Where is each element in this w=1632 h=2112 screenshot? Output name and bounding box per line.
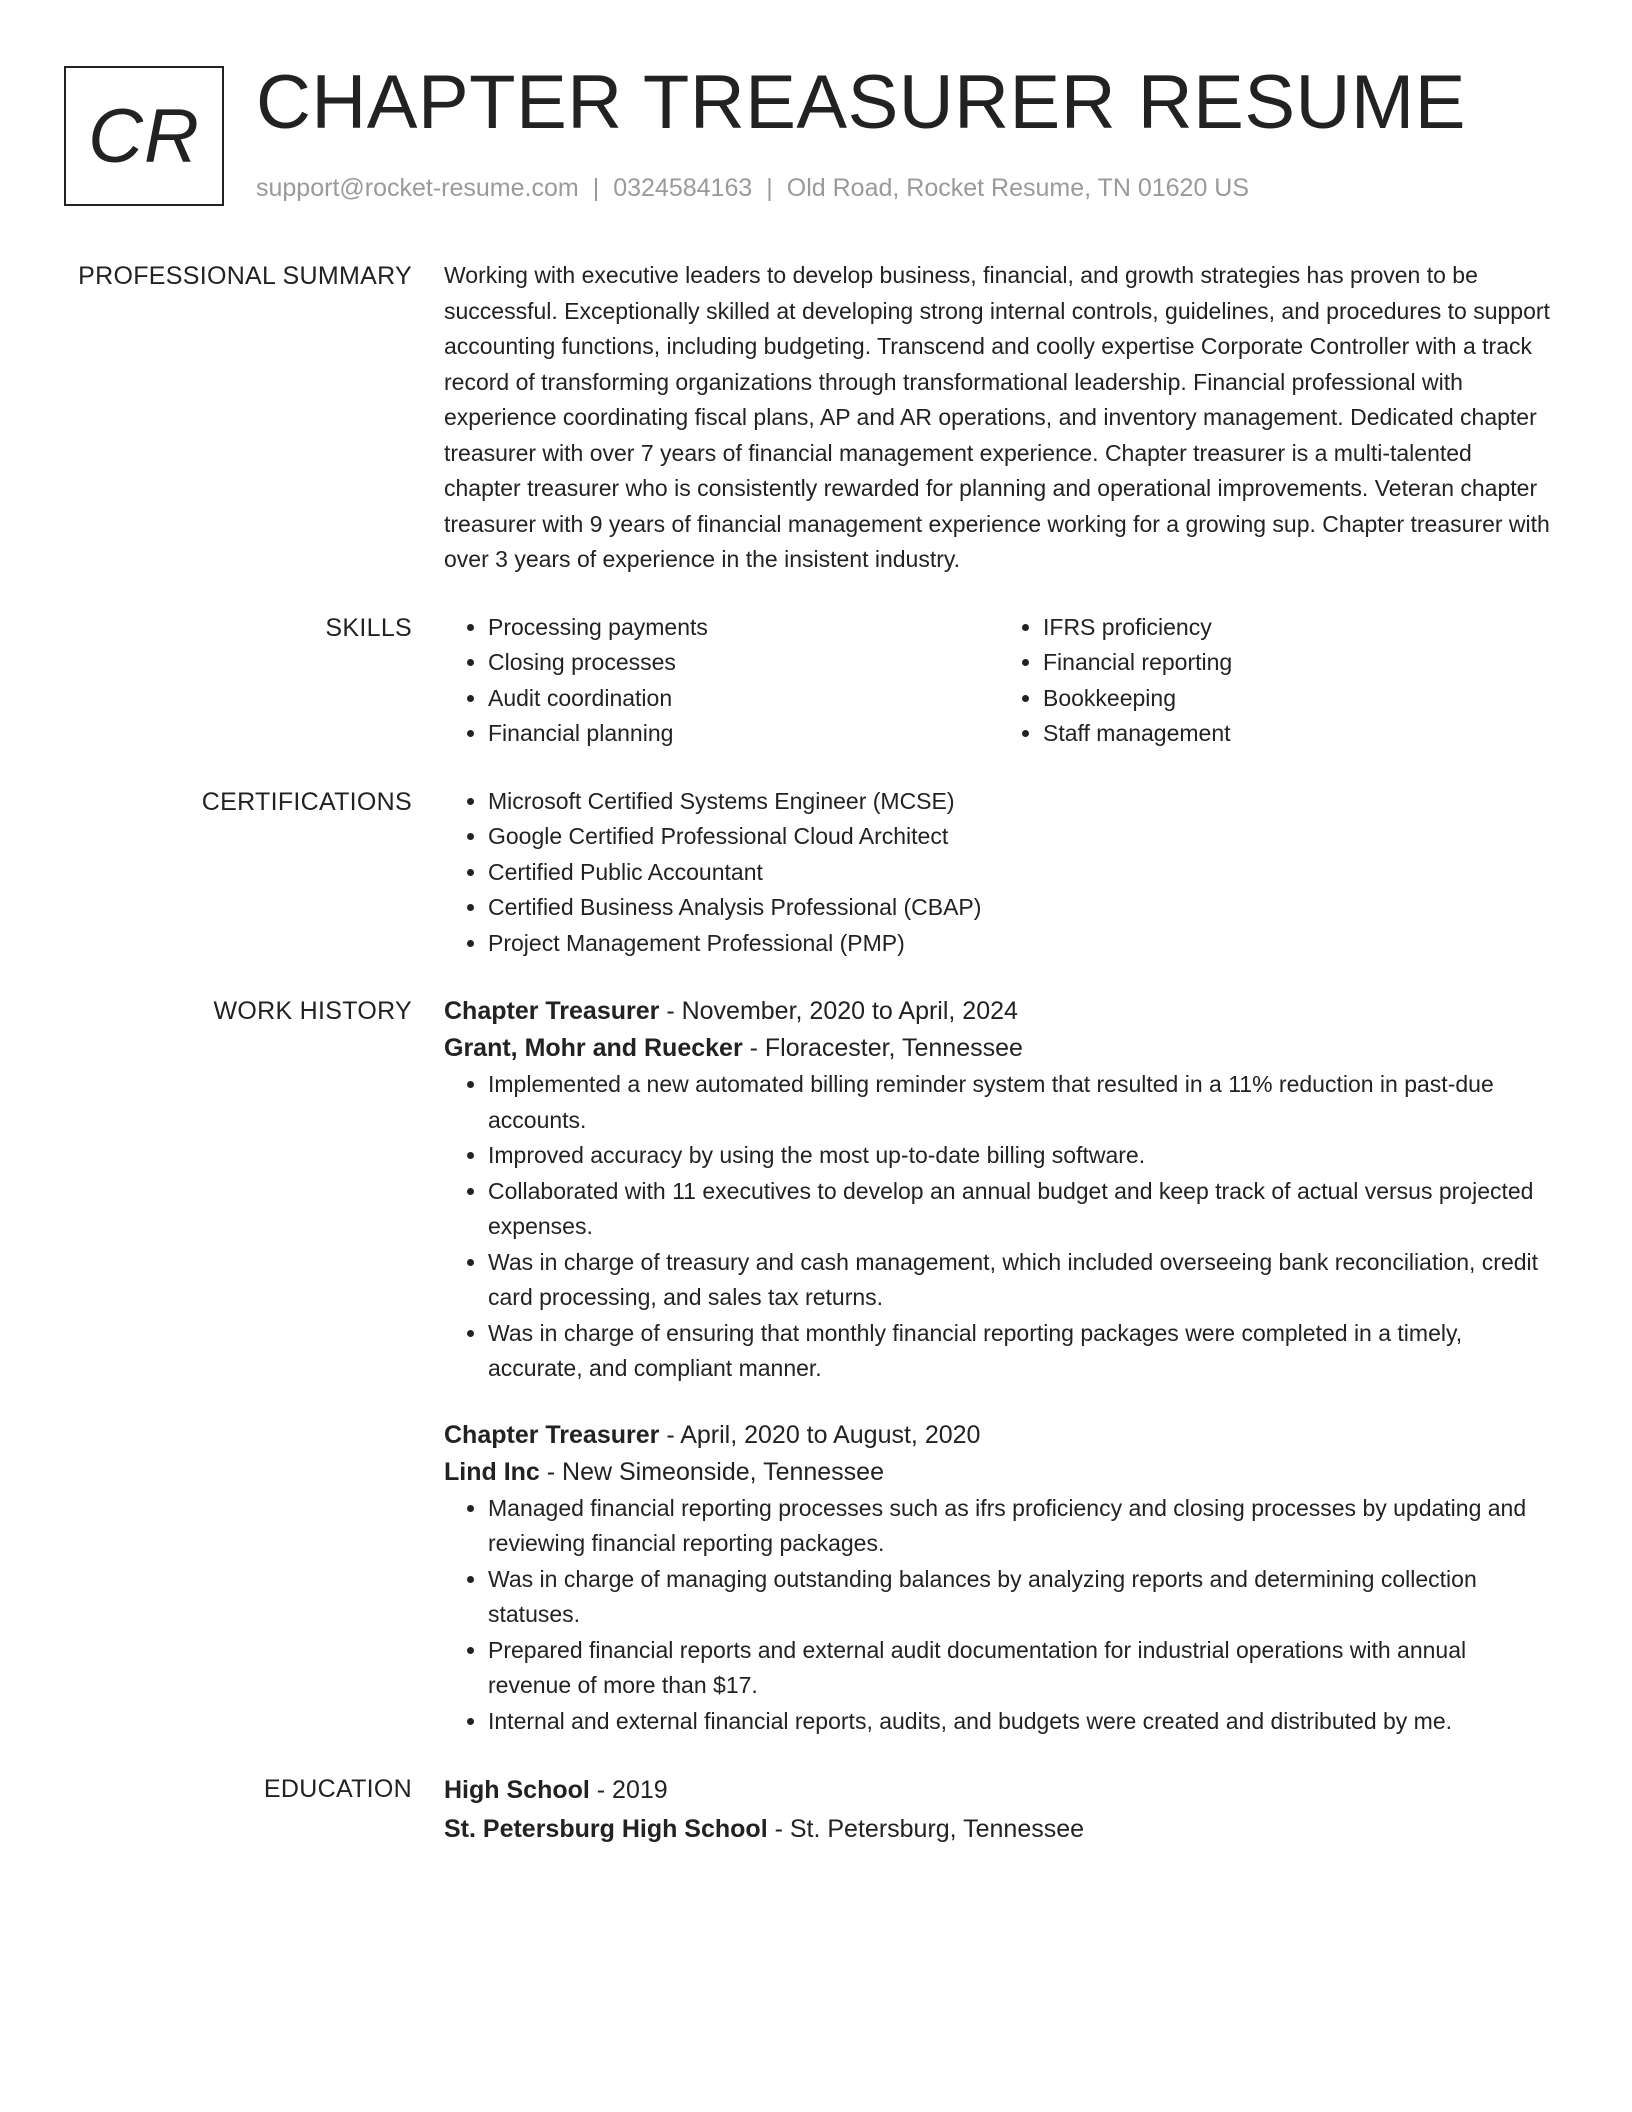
monogram-box xyxy=(64,66,224,206)
contact-separator: | xyxy=(766,174,773,202)
job-location: - New Simeonside, Tennessee xyxy=(539,1457,884,1486)
job-company: Grant, Mohr and Ruecker xyxy=(444,1034,743,1062)
certifications-body xyxy=(444,784,1554,962)
job-company: Lind Inc xyxy=(444,1457,540,1486)
skill-item: • IFRS proficiency xyxy=(1043,610,1554,646)
job-duty: • Implemented a new automated billing reminder system that resulted in a 11% reduction in past-due accounts. xyxy=(488,1067,1554,1138)
job-duty: • Was in charge of ensuring that monthly financial reporting packages were completed in a timely, accurate, and compliant manner. xyxy=(488,1316,1554,1387)
contact-address: Old Road, Rocket Resume, TN 01620 US xyxy=(786,174,1250,202)
skill-item: • Closing processes xyxy=(488,645,999,681)
certifications-section xyxy=(0,784,1632,962)
skills-section xyxy=(0,610,1632,752)
certification-item: • Certified Public Accountant xyxy=(488,855,1554,891)
job-duty: • Managed financial reporting processes such as ifrs proficiency and closing processes by updating and reviewing financial reporting packages. xyxy=(488,1491,1554,1562)
summary-section xyxy=(0,258,1632,578)
job-duty: • Prepared financial reports and external audit documentation for industrial operations with annual revenue of more than $17. xyxy=(488,1633,1554,1704)
work-section xyxy=(0,993,1632,1739)
job-title: Chapter Treasurer xyxy=(444,997,660,1025)
education-school-line xyxy=(444,1810,1554,1849)
resume-title: CHAPTER TREASURER RESUME xyxy=(256,60,1466,145)
skill-item: • Bookkeeping xyxy=(1043,681,1554,717)
education-year: - 2019 xyxy=(589,1776,668,1804)
contact-separator: | xyxy=(592,174,600,202)
certifications-list xyxy=(444,784,1554,962)
skills-list-right xyxy=(999,610,1554,752)
skill-item: • Processing payments xyxy=(488,610,999,646)
skill-item: • Financial reporting xyxy=(1043,645,1554,681)
section-label: EDUCATION xyxy=(263,1775,412,1803)
job-duty: • Internal and external financial reports, audits, and budgets were created and distributed by me. xyxy=(488,1704,1554,1740)
job-entry xyxy=(444,1417,1554,1740)
job-company-line xyxy=(444,1454,1554,1491)
job-location: - Floracester, Tennessee xyxy=(742,1034,1023,1062)
contact-email: support@rocket-resume.com xyxy=(256,174,579,202)
skills-list-left xyxy=(444,610,999,752)
skills-body xyxy=(444,610,1554,752)
certification-item: • Google Certified Professional Cloud Architect xyxy=(488,819,1554,855)
section-label: CERTIFICATIONS xyxy=(201,787,412,816)
skill-item: • Audit coordination xyxy=(488,681,999,717)
summary-text: Working with executive leaders to develop business, financial, and growth strategies has proven to be successful. Exceptionally skilled at developing strong internal controls, guidelines, and procedures to support accounting functions, including budgeting. Transcend and coolly expertise Corporate Controller with a track record of transforming organizations through transformational leadership. Financial professional with experience coordinating fiscal plans, AP and AR operations, and inventory management. Dedicated chapter treasurer with over 7 years of financial management experience. Chapter treasurer is a multi-talented chapter treasurer who is consistently rewarded for planning and operational improvements. Veteran chapter treasurer with 9 years of financial management experience working for a growing sup. Chapter treasurer with over 3 years of experience in the insistent industry. xyxy=(444,262,1550,572)
section-label: SKILLS xyxy=(325,613,412,642)
work-body xyxy=(444,993,1554,1739)
job-title: Chapter Treasurer xyxy=(444,1420,660,1449)
job-duties-list xyxy=(444,1491,1554,1740)
job-duty: • Collaborated with 11 executives to develop an annual budget and keep track of actual versus projected expenses. xyxy=(488,1174,1554,1245)
certification-item: • Certified Business Analysis Professional (CBAP) xyxy=(488,890,1554,926)
job-title-line xyxy=(444,1417,1554,1454)
job-dates: - November, 2020 to April, 2024 xyxy=(659,997,1018,1025)
education-body xyxy=(444,1771,1554,1849)
education-school: St. Petersburg High School xyxy=(444,1815,768,1843)
resume-sections xyxy=(0,258,1632,1881)
job-duty: • Was in charge of managing outstanding balances by analyzing reports and determining collection statuses. xyxy=(488,1562,1554,1633)
education-location: - St. Petersburg, Tennessee xyxy=(767,1815,1085,1843)
job-duty: • Was in charge of treasury and cash management, which included overseeing bank reconciliation, credit card processing, and sales tax returns. xyxy=(488,1245,1554,1316)
certification-item: • Project Management Professional (PMP) xyxy=(488,926,1554,962)
job-title-line xyxy=(444,993,1554,1030)
section-label: WORK HISTORY xyxy=(213,997,412,1025)
education-section xyxy=(0,1771,1632,1849)
summary-body xyxy=(444,258,1554,578)
job-duty: • Improved accuracy by using the most up-to-date billing software. xyxy=(488,1138,1554,1174)
skill-item: • Staff management xyxy=(1043,716,1554,752)
monogram-initials: CR xyxy=(88,93,200,179)
education-degree-line xyxy=(444,1771,1554,1810)
section-label: PROFESSIONAL SUMMARY xyxy=(78,262,412,290)
job-dates: - April, 2020 to August, 2020 xyxy=(659,1420,981,1449)
contact-line xyxy=(256,174,1249,203)
job-entry xyxy=(444,993,1554,1387)
job-company-line xyxy=(444,1030,1554,1067)
skill-item: • Financial planning xyxy=(488,716,999,752)
job-duties-list xyxy=(444,1067,1554,1387)
education-degree: High School xyxy=(444,1776,590,1804)
certification-item: • Microsoft Certified Systems Engineer (MCSE) xyxy=(488,784,1554,820)
contact-phone: 0324584163 xyxy=(613,174,753,202)
